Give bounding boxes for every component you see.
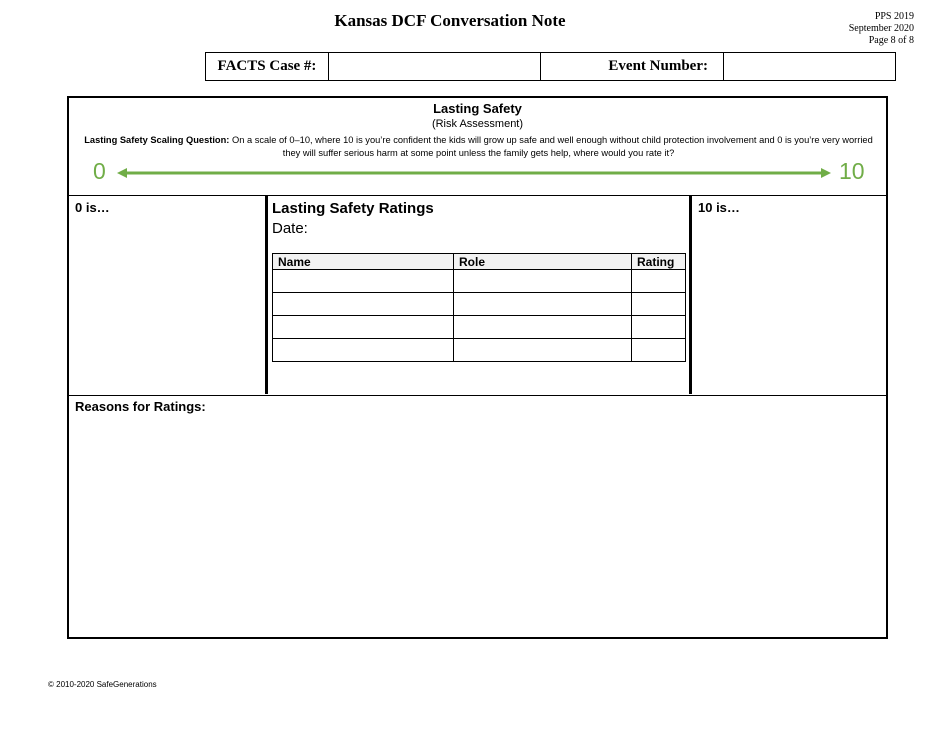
name-cell[interactable] [273,339,454,362]
col-header-rating: Rating [632,254,686,270]
scaling-question-text: On a scale of 0–10, where 10 is you’re confident the kids will grow up safe and well enough without child protection involvement and 0 is you’re very worried they will suffer serious harm at some point unless the family gets help, where would you rate it? [229,135,873,158]
scale-min-value: 0 [93,158,106,184]
role-cell[interactable] [454,316,632,339]
copyright-footer: © 2010-2020 SafeGenerations [48,680,157,689]
rating-cell[interactable] [632,316,686,339]
meta-policy: PPS 2019 [874,11,914,22]
section-subtitle: (Risk Assessment) [431,118,524,130]
table-row [273,316,686,339]
table-row [273,293,686,316]
meta-page: Page 8 of 8 [868,35,914,46]
name-cell[interactable] [273,293,454,316]
table-row [273,270,686,293]
section-title: Lasting Safety [433,101,522,116]
rating-cell[interactable] [632,339,686,362]
col-header-role: Role [454,254,632,270]
document-meta [849,11,914,47]
facts-case-label: FACTS Case #: [206,53,329,81]
ten-is-box[interactable] [689,196,889,394]
ratings-date-label: Date: [272,220,308,237]
rating-cell[interactable] [632,270,686,293]
role-cell[interactable] [454,339,632,362]
reasons-label: Reasons for Ratings: [75,399,206,414]
role-cell[interactable] [454,270,632,293]
name-cell[interactable] [273,316,454,339]
zero-is-box[interactable] [69,196,268,394]
ratings-table [272,253,686,362]
zero-is-label: 0 is… [75,200,110,215]
scale-max-value: 10 [839,158,865,184]
ratings-box [268,196,689,394]
event-number-field[interactable] [724,53,896,81]
role-cell[interactable] [454,293,632,316]
ratings-header-row [273,254,686,270]
scaling-question-label: Lasting Safety Scaling Question: [84,135,230,145]
reasons-for-ratings-box[interactable] [69,395,886,638]
col-header-name: Name [273,254,454,270]
facts-case-field[interactable] [329,53,541,81]
meta-date: September 2020 [848,23,914,34]
ten-is-label: 10 is… [698,200,740,215]
event-number-label: Event Number: [541,53,724,81]
lasting-safety-header [69,98,886,196]
lasting-safety-form [67,96,888,639]
name-cell[interactable] [273,270,454,293]
case-info-table [205,52,896,81]
document-title: Kansas DCF Conversation Note [334,11,566,30]
rating-cell[interactable] [632,293,686,316]
scaling-question [77,134,880,160]
ratings-title: Lasting Safety Ratings [272,200,434,217]
scale-arrow-icon [117,166,831,180]
table-row [273,339,686,362]
